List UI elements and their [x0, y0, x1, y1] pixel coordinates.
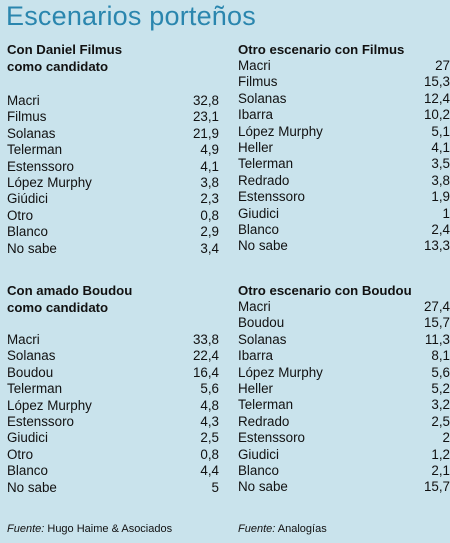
candidate-value: 32,8	[192, 93, 219, 108]
source-text: Hugo Haime & Asociados	[47, 523, 173, 535]
result-row	[7, 332, 219, 348]
candidate-value: 12,4	[423, 90, 450, 106]
result-row	[7, 447, 219, 463]
source-text: Analogías	[277, 523, 327, 535]
panel-heading-line1: Con amado Boudou	[7, 283, 133, 298]
result-row	[238, 107, 450, 123]
result-row	[7, 430, 219, 446]
candidate-name: Estenssoro	[7, 413, 74, 429]
panel-heading: Otro escenario con Boudou	[238, 283, 412, 298]
candidate-name: Solanas	[7, 125, 56, 141]
candidate-name: Ibarra	[238, 107, 273, 123]
result-row	[7, 191, 219, 207]
candidate-value: 21,9	[192, 125, 219, 141]
result-row	[238, 58, 450, 74]
result-row	[238, 206, 450, 222]
candidate-name: Telerman	[7, 381, 63, 397]
candidate-name: Boudou	[7, 364, 54, 380]
candidate-value: 8,1	[431, 348, 450, 364]
candidate-name: Macri	[238, 58, 271, 73]
candidate-value: 22,4	[192, 348, 219, 364]
page-title: Escenarios porteños	[6, 1, 256, 31]
candidate-value: 23,1	[192, 109, 219, 125]
candidate-value: 33,8	[192, 332, 219, 347]
candidate-value: 5,1	[431, 123, 450, 139]
candidate-name: Estenssoro	[7, 158, 74, 174]
panel-filmus-candidate	[7, 41, 219, 257]
panel-boudou-candidate	[7, 282, 219, 496]
candidate-name: Solanas	[238, 331, 287, 347]
candidate-value: 1,9	[431, 189, 450, 205]
candidate-value: 4,1	[431, 139, 450, 155]
result-row	[7, 109, 219, 125]
result-row	[238, 299, 450, 315]
candidate-name: Telerman	[238, 156, 294, 172]
candidate-value: 3,8	[431, 172, 450, 188]
candidate-value: 11,3	[424, 331, 450, 347]
candidate-name: Filmus	[7, 109, 47, 125]
result-row	[7, 348, 219, 364]
result-row	[238, 173, 450, 189]
candidate-name: Boudou	[238, 315, 285, 331]
result-row	[7, 241, 219, 257]
result-row	[7, 208, 219, 224]
candidate-name: Blanco	[7, 463, 48, 479]
candidate-name: Redrado	[238, 413, 290, 429]
candidate-name: Blanco	[238, 221, 279, 237]
candidate-value: 3,4	[200, 240, 219, 256]
candidate-name: Redrado	[238, 172, 290, 188]
candidate-value: 15,7	[423, 315, 450, 331]
candidate-name: Macri	[7, 332, 40, 347]
panel-heading	[7, 282, 219, 316]
result-row	[238, 315, 450, 331]
result-row	[7, 142, 219, 158]
result-row	[7, 381, 219, 397]
candidate-name: No sabe	[238, 479, 288, 495]
candidate-value: 2,1	[431, 462, 450, 478]
results-list	[238, 58, 450, 255]
result-row	[7, 480, 219, 496]
candidate-value: 13,3	[423, 238, 450, 254]
candidate-name: López Murphy	[238, 364, 323, 380]
result-row	[238, 156, 450, 172]
candidate-value: 4,1	[200, 158, 219, 174]
result-row	[7, 414, 219, 430]
source-note-right	[238, 523, 327, 535]
candidate-value: 27	[435, 58, 450, 73]
result-row	[238, 332, 450, 348]
candidate-value: 4,9	[200, 142, 219, 158]
result-row	[238, 463, 450, 479]
candidate-value: 2,4	[431, 221, 450, 237]
candidate-value: 1	[442, 205, 450, 221]
candidate-value: 3,5	[431, 156, 450, 172]
candidate-value: 0,8	[200, 446, 219, 462]
panel-heading-line2: como candidato	[7, 59, 109, 74]
result-row	[7, 159, 219, 175]
results-list	[7, 332, 219, 496]
candidate-name: López Murphy	[7, 397, 92, 413]
result-row	[238, 365, 450, 381]
candidate-value: 5	[211, 479, 219, 495]
result-row	[238, 222, 450, 238]
candidate-value: 4,3	[200, 413, 219, 429]
result-row	[238, 447, 450, 463]
candidate-name: Blanco	[7, 224, 48, 240]
panel-heading: Otro escenario con Filmus	[238, 42, 405, 57]
result-row	[238, 479, 450, 495]
candidate-name: Macri	[7, 93, 40, 108]
result-row	[7, 398, 219, 414]
result-row	[238, 381, 450, 397]
candidate-name: López Murphy	[238, 123, 323, 139]
candidate-value: 2,9	[200, 224, 219, 240]
results-list	[238, 299, 450, 496]
candidate-value: 2,5	[431, 413, 450, 429]
candidate-name: Filmus	[238, 74, 278, 90]
candidate-value: 2,5	[200, 430, 219, 446]
candidate-name: Heller	[238, 380, 273, 396]
result-row	[238, 124, 450, 140]
candidate-name: Telerman	[238, 397, 294, 413]
candidate-name: Giúdici	[7, 191, 48, 207]
panel-heading-line1: Con Daniel Filmus	[7, 42, 123, 57]
result-row	[238, 238, 450, 254]
panel-heading-line2: como candidato	[7, 300, 109, 315]
candidate-value: 4,8	[200, 397, 219, 413]
candidate-name: Ibarra	[238, 348, 273, 364]
candidate-name: Blanco	[238, 462, 279, 478]
candidate-name: Otro	[7, 446, 34, 462]
candidate-name: Solanas	[7, 348, 56, 364]
candidate-value: 10,2	[423, 107, 450, 123]
result-row	[238, 74, 450, 90]
candidate-value: 3,2	[431, 397, 450, 413]
candidate-name: Heller	[238, 139, 273, 155]
result-row	[238, 397, 450, 413]
candidate-name: No sabe	[7, 240, 57, 256]
result-row	[7, 463, 219, 479]
result-row	[238, 189, 450, 205]
panel-other-boudou-scenario	[238, 282, 450, 496]
source-label: Fuente:	[238, 523, 276, 535]
candidate-value: 16,4	[192, 364, 219, 380]
candidate-value: 15,7	[423, 479, 450, 495]
candidate-value: 15,3	[423, 74, 450, 90]
candidate-value: 3,8	[200, 174, 219, 190]
candidate-name: Giudici	[7, 430, 48, 446]
panel-other-filmus-scenario	[238, 41, 450, 255]
candidate-value: 1,2	[431, 446, 450, 462]
candidate-name: Giudici	[238, 446, 279, 462]
candidate-value: 4,4	[200, 463, 219, 479]
candidate-name: Telerman	[7, 142, 63, 158]
candidate-name: Macri	[238, 299, 271, 314]
candidate-name: Estenssoro	[238, 430, 305, 446]
candidate-name: Solanas	[238, 90, 287, 106]
candidate-name: Estenssoro	[238, 189, 305, 205]
source-label: Fuente:	[7, 523, 45, 535]
candidate-name: No sabe	[7, 479, 57, 495]
result-row	[238, 414, 450, 430]
candidate-name: Giudici	[238, 205, 279, 221]
candidate-value: 2	[442, 430, 450, 446]
result-row	[7, 224, 219, 240]
candidate-name: López Murphy	[7, 174, 92, 190]
result-row	[238, 348, 450, 364]
result-row	[238, 91, 450, 107]
result-row	[7, 175, 219, 191]
result-row	[7, 93, 219, 109]
result-row	[238, 430, 450, 446]
result-row	[7, 126, 219, 142]
panel-heading	[7, 41, 219, 75]
results-list	[7, 93, 219, 257]
candidate-value: 2,3	[200, 191, 219, 207]
candidate-value: 27,4	[423, 299, 450, 314]
candidate-name: No sabe	[238, 238, 288, 254]
candidate-name: Otro	[7, 207, 34, 223]
result-row	[238, 140, 450, 156]
candidate-value: 5,6	[431, 364, 450, 380]
source-note-left	[7, 523, 172, 535]
candidate-value: 5,6	[200, 381, 219, 397]
result-row	[7, 365, 219, 381]
candidate-value: 5,2	[431, 380, 450, 396]
candidate-value: 0,8	[200, 207, 219, 223]
